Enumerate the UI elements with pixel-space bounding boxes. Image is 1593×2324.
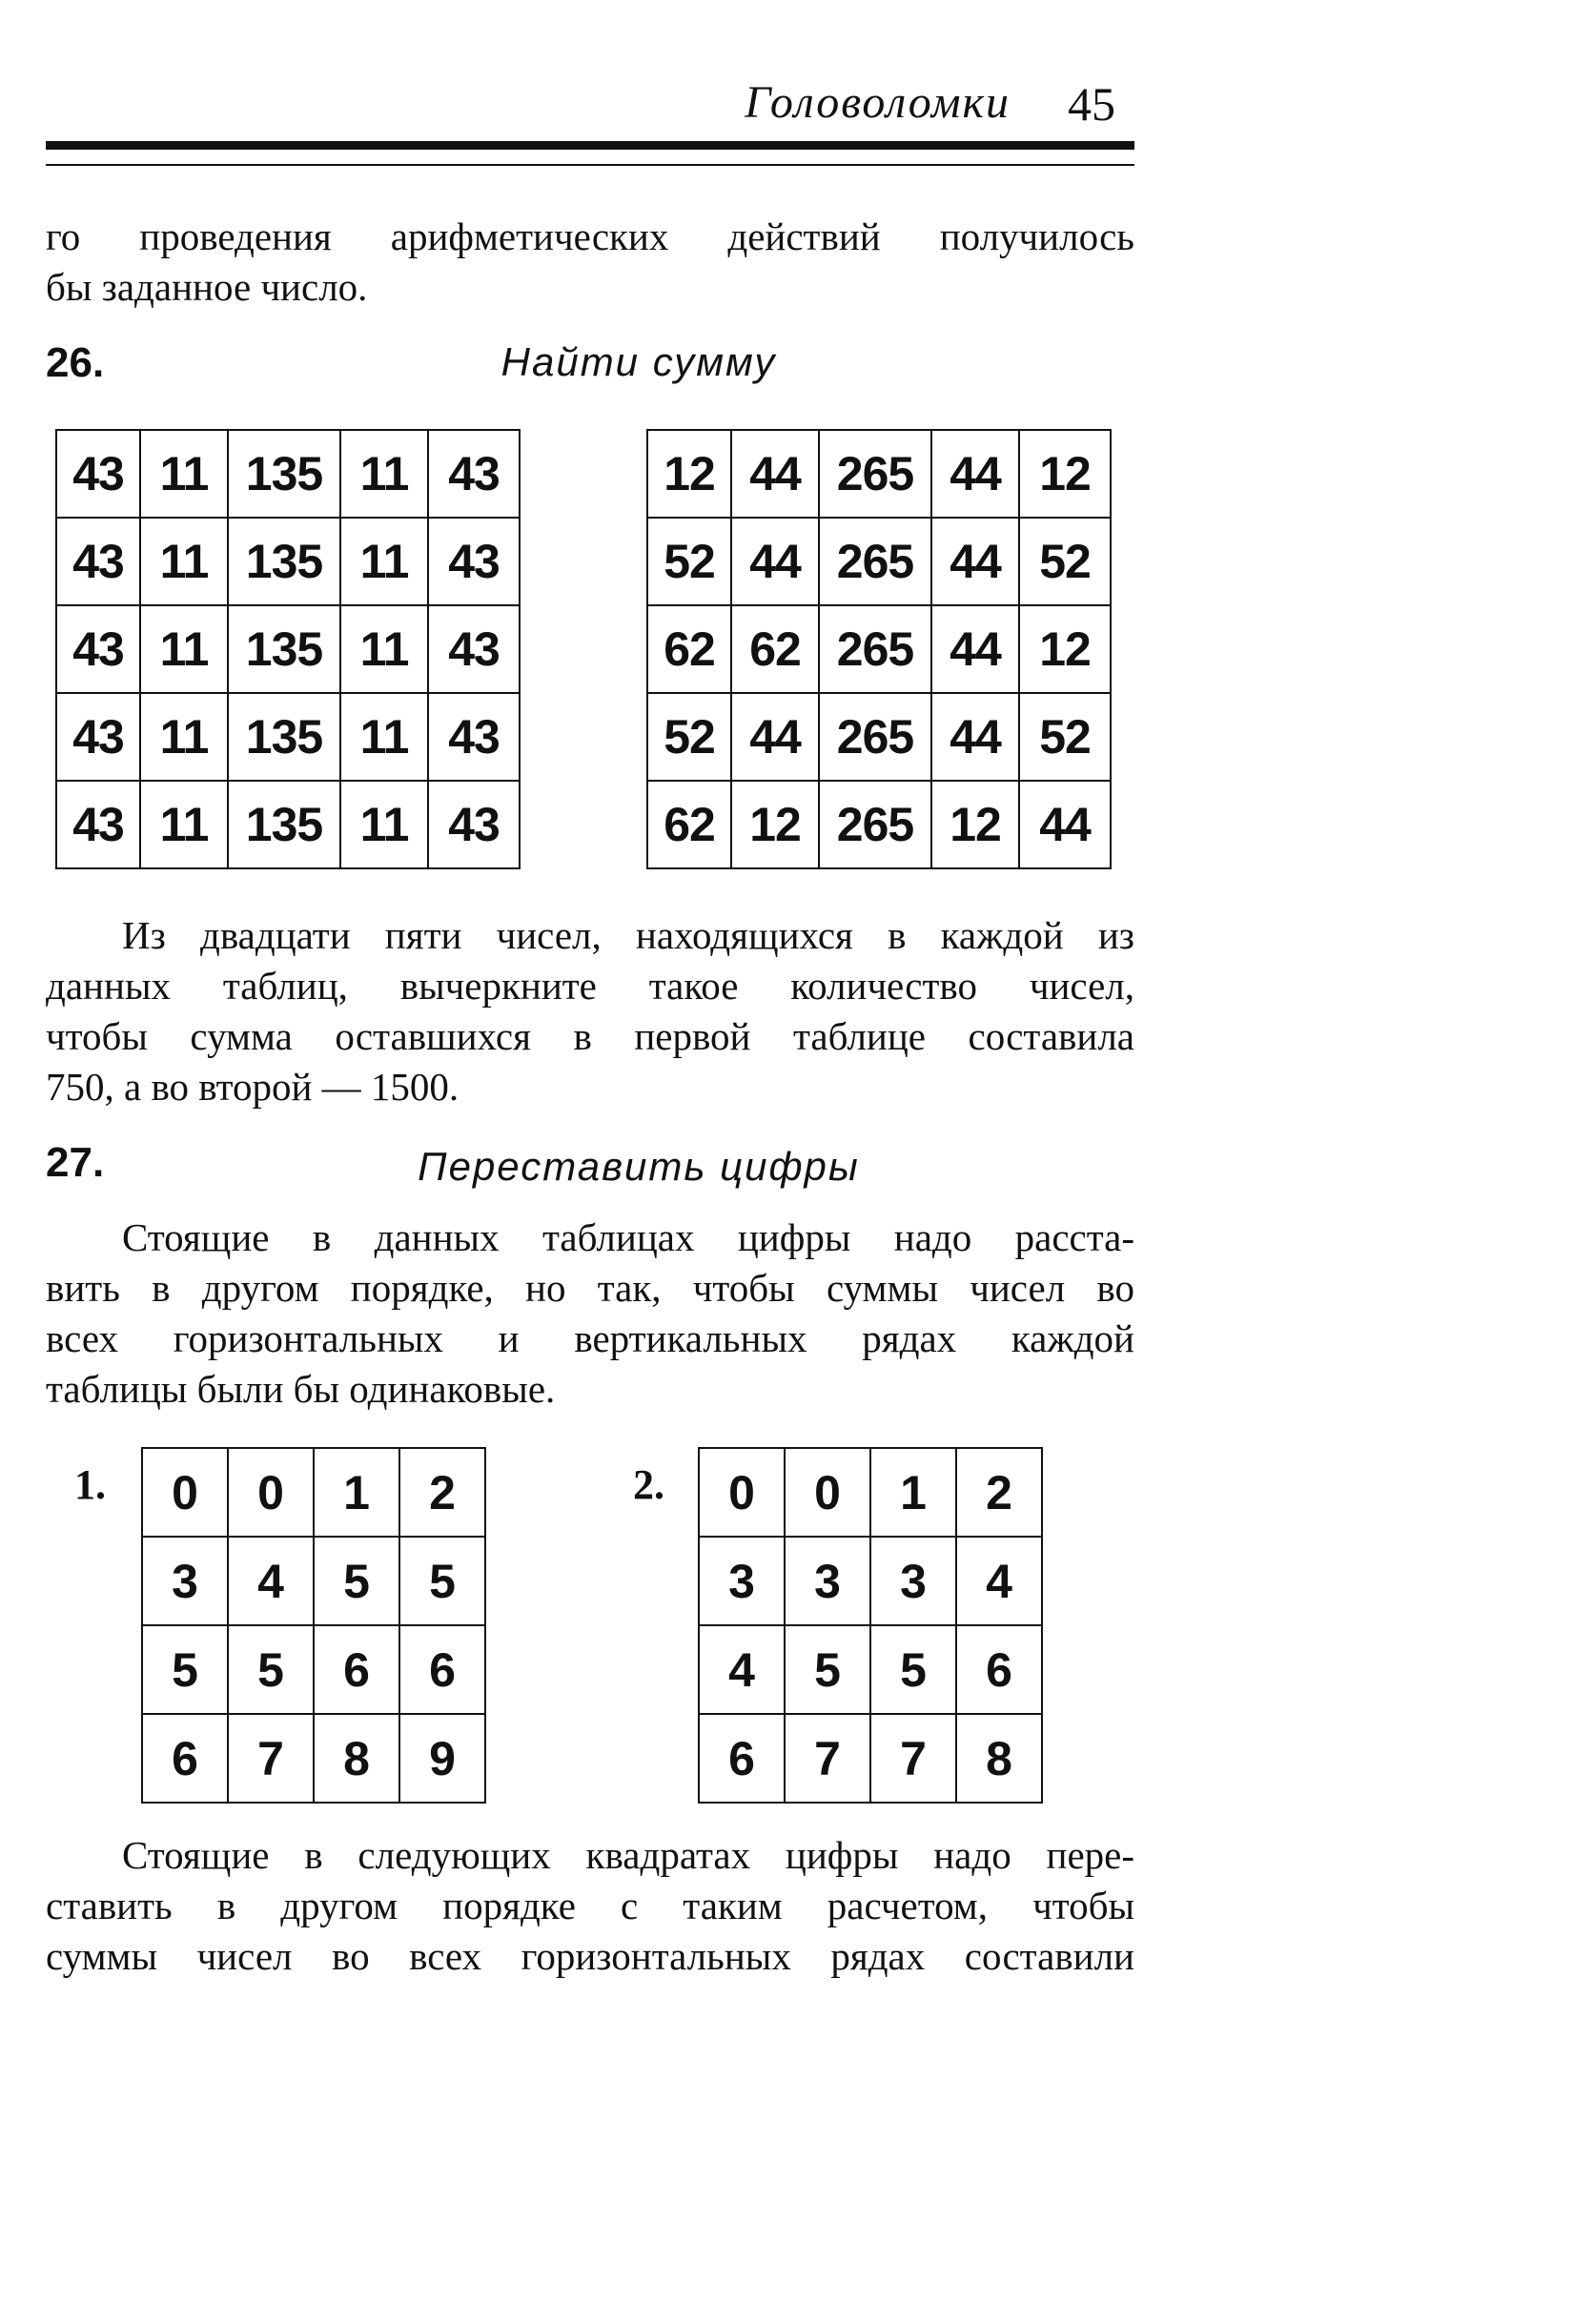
table-row: [647, 605, 1111, 693]
problem-26-title: Найти сумму: [500, 339, 777, 384]
table-cell: 43: [56, 430, 140, 518]
table-cell: 43: [56, 518, 140, 605]
table-cell: 43: [428, 781, 520, 868]
table-row: [56, 518, 520, 605]
table-cell: 0: [142, 1448, 228, 1537]
table-cell: 1: [870, 1448, 956, 1537]
table-cell: 7: [870, 1714, 956, 1803]
header-rule-thick: [46, 141, 1134, 150]
table-cell: 7: [785, 1714, 870, 1803]
table-cell: 43: [428, 605, 520, 693]
table-cell: 44: [931, 518, 1019, 605]
table-cell: 5: [870, 1625, 956, 1714]
table-cell: 11: [340, 781, 428, 868]
table-cell: 11: [340, 518, 428, 605]
grid-1-label: 1.: [74, 1461, 106, 1508]
problem-26-line: Из двадцати пяти чисел, находящихся в каждой из: [122, 913, 1134, 957]
table-row: [56, 430, 520, 518]
problem-26-table-1: [55, 429, 521, 869]
table-cell: 4: [699, 1625, 785, 1714]
table-cell: 265: [819, 518, 931, 605]
table-cell: 0: [785, 1448, 870, 1537]
intro-paragraph: [46, 212, 1134, 313]
table-cell: 44: [731, 693, 819, 781]
table-cell: 44: [931, 430, 1019, 518]
table-cell: 43: [428, 430, 520, 518]
table-cell: 43: [428, 693, 520, 781]
table-cell: 43: [56, 781, 140, 868]
table-cell: 12: [647, 430, 731, 518]
problem-26-paragraph: [46, 910, 1134, 1112]
problem-26-line: данных таблиц, вычеркните такое количество чисел,: [46, 964, 1134, 1008]
table-row: [56, 605, 520, 693]
table-cell: 62: [647, 605, 731, 693]
table-row: [56, 693, 520, 781]
continuation-line: Стоящие в следующих квадратах цифры надо пере-: [122, 1833, 1134, 1877]
table-cell: 52: [647, 693, 731, 781]
table-cell: 135: [228, 430, 340, 518]
table-cell: 11: [340, 430, 428, 518]
table-cell: 12: [731, 781, 819, 868]
table-row: [647, 518, 1111, 605]
continuation-line: ставить в другом порядке с таким расчетом, чтобы: [46, 1884, 1134, 1927]
table-cell: 135: [228, 605, 340, 693]
table-cell: 44: [1019, 781, 1111, 868]
table-cell: 135: [228, 518, 340, 605]
grid-2-label: 2.: [633, 1461, 664, 1508]
table-cell: 52: [647, 518, 731, 605]
table-row: [699, 1625, 1042, 1714]
table-cell: 8: [956, 1714, 1042, 1803]
table-cell: 6: [956, 1625, 1042, 1714]
table-cell: 52: [1019, 693, 1111, 781]
problem-26-table-2: [646, 429, 1112, 869]
table-row: [142, 1537, 485, 1625]
table-cell: 4: [956, 1537, 1042, 1625]
table-cell: 43: [428, 518, 520, 605]
problem-26-line: 750, а во второй — 1500.: [46, 1065, 460, 1109]
problem-27-paragraph: [46, 1213, 1134, 1415]
digit-grid-2: [698, 1447, 1043, 1804]
table-row: [647, 430, 1111, 518]
table-cell: 12: [1019, 430, 1111, 518]
continuation-paragraph: [46, 1830, 1134, 1982]
table-cell: 6: [699, 1714, 785, 1803]
table-cell: 44: [931, 605, 1019, 693]
running-title: Головоломки: [745, 77, 1011, 128]
table-cell: 265: [819, 693, 931, 781]
table-row: [142, 1625, 485, 1714]
table-cell: 7: [228, 1714, 314, 1803]
table-cell: 265: [819, 430, 931, 518]
table-cell: 12: [1019, 605, 1111, 693]
table-cell: 5: [142, 1625, 228, 1714]
table-row: [56, 781, 520, 868]
problem-27-line: Стоящие в данных таблицах цифры надо расста-: [122, 1215, 1134, 1259]
table-cell: 135: [228, 693, 340, 781]
problem-27-line: вить в другом порядке, но так, чтобы суммы чисел во: [46, 1266, 1134, 1310]
table-row: [699, 1448, 1042, 1537]
header-rule-thin: [46, 164, 1134, 166]
table-cell: 43: [56, 693, 140, 781]
table-cell: 5: [399, 1537, 485, 1625]
table-cell: 5: [228, 1625, 314, 1714]
table-cell: 44: [931, 693, 1019, 781]
table-cell: 11: [140, 605, 228, 693]
table-cell: 43: [56, 605, 140, 693]
table-cell: 135: [228, 781, 340, 868]
table-cell: 3: [699, 1537, 785, 1625]
table-cell: 3: [142, 1537, 228, 1625]
table-cell: 0: [699, 1448, 785, 1537]
continuation-line: суммы чисел во всех горизонтальных рядах составили: [46, 1934, 1134, 1978]
intro-line: го проведения арифметических действий получилось: [46, 214, 1134, 258]
table-cell: 4: [228, 1537, 314, 1625]
table-row: [647, 693, 1111, 781]
table-cell: 5: [314, 1537, 399, 1625]
problem-27-number: 27.: [46, 1139, 105, 1186]
table-row: [647, 781, 1111, 868]
table-cell: 12: [931, 781, 1019, 868]
table-cell: 3: [870, 1537, 956, 1625]
table-cell: 3: [785, 1537, 870, 1625]
page-number: 45: [1068, 77, 1115, 131]
table-cell: 62: [731, 605, 819, 693]
table-row: [142, 1448, 485, 1537]
problem-27-line: таблицы были бы одинаковые.: [46, 1367, 556, 1411]
problem-26-line: чтобы сумма оставшихся в первой таблице составила: [46, 1014, 1134, 1058]
table-cell: 11: [140, 518, 228, 605]
table-row: [699, 1537, 1042, 1625]
table-cell: 6: [142, 1714, 228, 1803]
table-cell: 11: [140, 781, 228, 868]
table-cell: 6: [399, 1625, 485, 1714]
table-cell: 0: [228, 1448, 314, 1537]
table-cell: 11: [340, 605, 428, 693]
table-cell: 11: [140, 693, 228, 781]
table-cell: 11: [140, 430, 228, 518]
table-row: [699, 1714, 1042, 1803]
intro-line: бы заданное число.: [46, 265, 368, 309]
table-cell: 1: [314, 1448, 399, 1537]
table-cell: 5: [785, 1625, 870, 1714]
table-cell: 52: [1019, 518, 1111, 605]
table-cell: 9: [399, 1714, 485, 1803]
table-cell: 2: [399, 1448, 485, 1537]
table-cell: 44: [731, 430, 819, 518]
table-cell: 44: [731, 518, 819, 605]
problem-27-line: всех горизонтальных и вертикальных рядах каждой: [46, 1316, 1134, 1360]
table-cell: 62: [647, 781, 731, 868]
table-cell: 6: [314, 1625, 399, 1714]
table-cell: 2: [956, 1448, 1042, 1537]
problem-27-title: Переставить цифры: [418, 1144, 860, 1189]
table-cell: 265: [819, 781, 931, 868]
table-cell: 265: [819, 605, 931, 693]
problem-26-number: 26.: [46, 339, 105, 386]
digit-grid-1: [141, 1447, 486, 1804]
table-cell: 11: [340, 693, 428, 781]
table-row: [142, 1714, 485, 1803]
table-cell: 8: [314, 1714, 399, 1803]
